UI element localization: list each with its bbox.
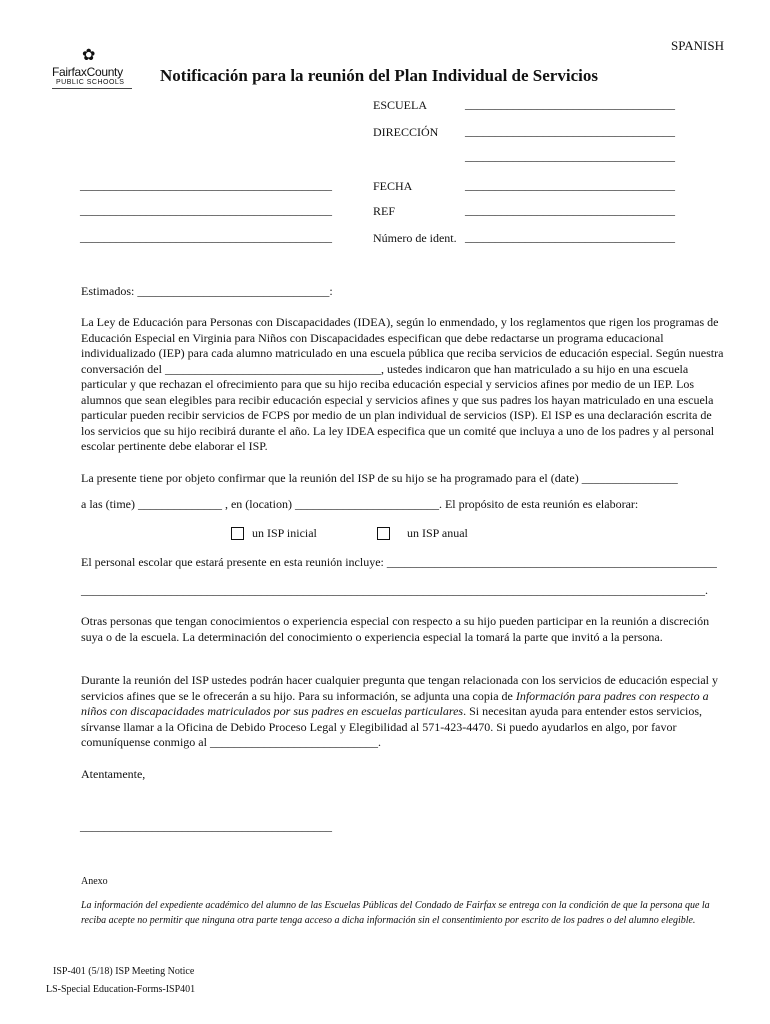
direccion-field[interactable]: ___________________________________ — [465, 124, 675, 138]
page-title: Notificación para la reunión del Plan Individual de Servicios — [160, 66, 598, 85]
isp-initial-label: un ISP inicial — [252, 526, 317, 540]
numero-field[interactable]: ___________________________________ — [465, 230, 675, 244]
confidentiality-notice: La información del expediente académico del alumno de las Escuelas Públicas del Condado de Fairfax se entrega con la condición de que la persona que la reciba acepte no permitir que ninguna otra parte tenga acceso a dicha información sin el consentimiento por escrito de los padres o del alumno elegible. — [81, 900, 710, 926]
attached-document-title: Información para padres con respecto a niños con discapacidades matriculados por sus padres en escuelas particulares — [81, 688, 709, 718]
paragraph-idea-text: La Ley de Educación para Personas con Discapacidades (IDEA), según lo enmendado, y los reglamentos que rigen los programas de Educación Especial en Virginia para Niños con Discapacidades especifican que debe redactarse un programa educacional individualizado (IEP) para cada alumno matriculado en una escuela pública que reciba servicios de educación especial. Según nuestra conversación del ____________________________________, ustedes indicaron que han matriculado a su hijo en una escuela particular y que rechazan el ofrecimiento para que su hijo reciba educación especial y servicios afines por medio de un IEP. Los alumnos que sean elegibles para recibir educación especial y servicios afines y que sus padres los hayan matriculado en una escuela particular pueden recibir servicios de FCPS por medio de un plan individual de servicios (ISP). El ISP es una declaración escrita de los servicios que su hijo recibirá durante el año. La ley IDEA especifica que un comité que incluya a uno de los padres y al personal escolar pertinente debe elaborar el ISP. — [81, 315, 724, 453]
numero-label: Número de ident. — [373, 231, 457, 245]
recipient-line-1[interactable]: __________________________________________ — [80, 178, 332, 192]
ref-field[interactable]: ___________________________________ — [465, 203, 675, 217]
isp-initial-checkbox[interactable] — [231, 527, 244, 540]
isp-annual-checkbox[interactable] — [377, 527, 390, 540]
staff-line-2: ________________________________________________________________________________________________________. — [81, 583, 708, 597]
greeting: Estimados: ________________________________: — [81, 284, 333, 298]
fcps-logo — [52, 48, 142, 98]
logo-name: FairfaxCounty — [52, 65, 123, 79]
direccion-label: DIRECCIÓN — [373, 125, 439, 139]
fecha-label: FECHA — [373, 179, 413, 193]
paragraph-idea — [81, 315, 726, 455]
recipient-line-3[interactable]: __________________________________________ — [80, 230, 332, 244]
paragraph-others — [81, 614, 726, 645]
lamp-icon: ✿ — [82, 47, 96, 64]
paragraph-questions-a: Durante la reunión del ISP ustedes podrán hacer cualquier pregunta que tengan relacionada con los servicios de educación especial y servicios afines que se le ofrecerán a su hijo. Para su información, se adjunta una copia de — [81, 673, 718, 703]
signature-line[interactable]: __________________________________________ — [80, 819, 332, 833]
paragraph-others-text: Otras personas que tengan conocimientos o experiencia especial con respecto a su hijo pueden participar en la reunión a discreción suya o de la escuela. La determinación del conocimiento o experiencia especial la tomará la parte que invitó a la persona. — [81, 614, 710, 644]
logo-rule — [52, 88, 132, 91]
escuela-field[interactable]: ___________________________________ — [465, 97, 675, 111]
fecha-field[interactable]: ___________________________________ — [465, 178, 675, 192]
recipient-line-2[interactable]: __________________________________________ — [80, 203, 332, 217]
meeting-time-line: a las (time) ______________ , en (location) ________________________. El propósito de esta reunión es elaborar: — [81, 497, 639, 511]
direccion-field-2[interactable]: ___________________________________ — [465, 149, 675, 163]
ref-label: REF — [373, 204, 396, 218]
paragraph-questions — [81, 673, 726, 751]
logo-subtitle: PUBLIC SCHOOLS — [56, 79, 125, 86]
staff-line: El personal escolar que estará presente en esta reunión incluye: _______________________________________________________ — [81, 555, 717, 569]
form-id: ISP-401 (5/18) ISP Meeting Notice — [53, 966, 195, 977]
form-code: LS-Special Education-Forms-ISP401 — [46, 984, 196, 995]
closing: Atentamente, — [81, 767, 146, 781]
attachment-label: Anexo — [81, 876, 108, 887]
paragraph-questions-text — [81, 673, 726, 751]
language-label: SPANISH — [671, 38, 724, 53]
escuela-label: ESCUELA — [373, 98, 427, 112]
isp-annual-label: un ISP anual — [407, 526, 468, 540]
meeting-date-line: La presente tiene por objeto confirmar que la reunión del ISP de su hijo se ha programado para el (date) ________________ — [81, 471, 678, 485]
paragraph-questions-b: . Si necesitan ayuda para entender estos servicios, sírvanse llamar a la Oficina de Debido Proceso Legal y Elegibilidad al 571-423-4470. Si puedo ayudarlos en algo, por favor comuníquense conmigo al ____________________________. — [81, 704, 702, 749]
